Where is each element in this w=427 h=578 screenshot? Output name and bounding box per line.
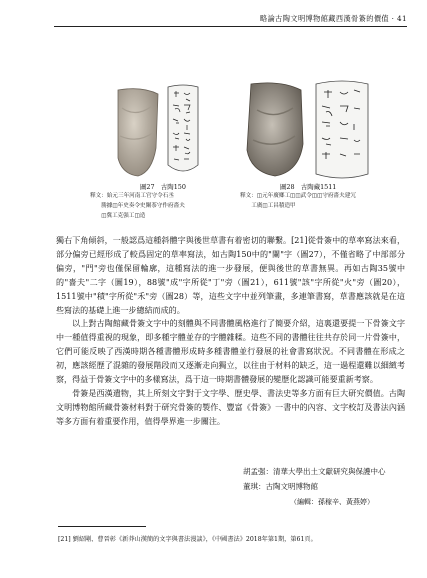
figure-28-image-right bbox=[310, 78, 374, 182]
author-line-2: 董琪：古陶文明博物館 bbox=[243, 482, 318, 491]
paragraph-1: 獨右下角傾斜，一般認爲這種斜體字與後世草書有着密切的聯繫。[21]從骨簽中的草率寫法來看，部分偏旁已經形成了較爲固定的草率寫法，如古陶150中的"闌"字（圖27），不僅省略了中部部分偏旁，"門"旁也僅保留輪廓，這種寫法的進一步發展，便與後世的草書無異。再如古陶35號中的"嗇夫"二字（圖19），88號"成"字所從"丁"旁（圖21），611號"該"字所從"火"旁（圖20），1511號中"積"字所從"禾"旁（圖28）等，這些文字中並列筆畫，多連筆書寫，草書應該就是在這些寫法的基礎上進一步總結而成的。 bbox=[56, 236, 405, 315]
footnote-rule bbox=[58, 526, 146, 527]
author-line-1: 胡孟强：清華大學出土文獻研究與保護中心 bbox=[243, 467, 386, 476]
figure-28-image-left bbox=[241, 80, 307, 180]
figure-28-caption-title: 圖28 古陶藏1511 bbox=[280, 183, 337, 191]
header-rule bbox=[54, 26, 407, 27]
footnote-21: [21] 劉紹剛、曹晉彰《新莽山漢簡的文字與書法漫談》，《中國書法》2018年第1期，第61頁。 bbox=[58, 536, 317, 543]
figure-27-image-right bbox=[166, 83, 200, 177]
figure-27-caption-text: 釋文：始元三年河南工官守令石丞 勝據◫年史奏令史闌茶守作府嗇夫 ◫冀工克强工◫造 bbox=[90, 193, 185, 219]
figure-27-image-left bbox=[112, 88, 162, 178]
paragraph-3: 骨簽是西漢遺物，其上所刻文字對于文字學、歷史學、書法史等多方面有巨大研究價值。古陶文明博物館所藏骨簽材料對于研究骨簽的製作、豐富《骨簽》一書中的內容、文字校訂及書法內涵等多方面有着重要作用，值得學界進一步關注。 bbox=[56, 388, 405, 426]
editor-note: （編輯：孫稼辛、黃燕婷） bbox=[290, 498, 374, 506]
paragraph-2: 以上對古陶館藏骨簽文字中的刻體與不同書體風格進行了簡要介紹，這裏還要提一下骨簽文字中一種值得重視的現象，即多種字體並存的字體雜糅。這些不同的書體往往共存於同一片骨簽中，它們可能反映了西漢時期各種書體形成時多種書體並行發展的社會書寫狀況。不同書體在形成之初，應該經歷了混雜的發展階段而又逐漸走向獨立，以往由于材料的缺乏，這一過程還難以細緻考察，得益于骨簽文字中的多樣寫法，爲于這一時期書體發展的變歷化認識可能要重新考察。 bbox=[56, 319, 405, 385]
body-text bbox=[56, 234, 405, 429]
running-header: 略論古陶文明博物館藏西漢骨簽的價值 · 41 bbox=[260, 14, 407, 23]
figure-27-caption-title: 圖27 古陶150 bbox=[140, 183, 186, 191]
figure-28-caption-text: 釋文：◫元年廣鄉工◫◫武令◫◫守府嗇夫建冗 工廣◫工昌積造甲 bbox=[240, 193, 356, 209]
